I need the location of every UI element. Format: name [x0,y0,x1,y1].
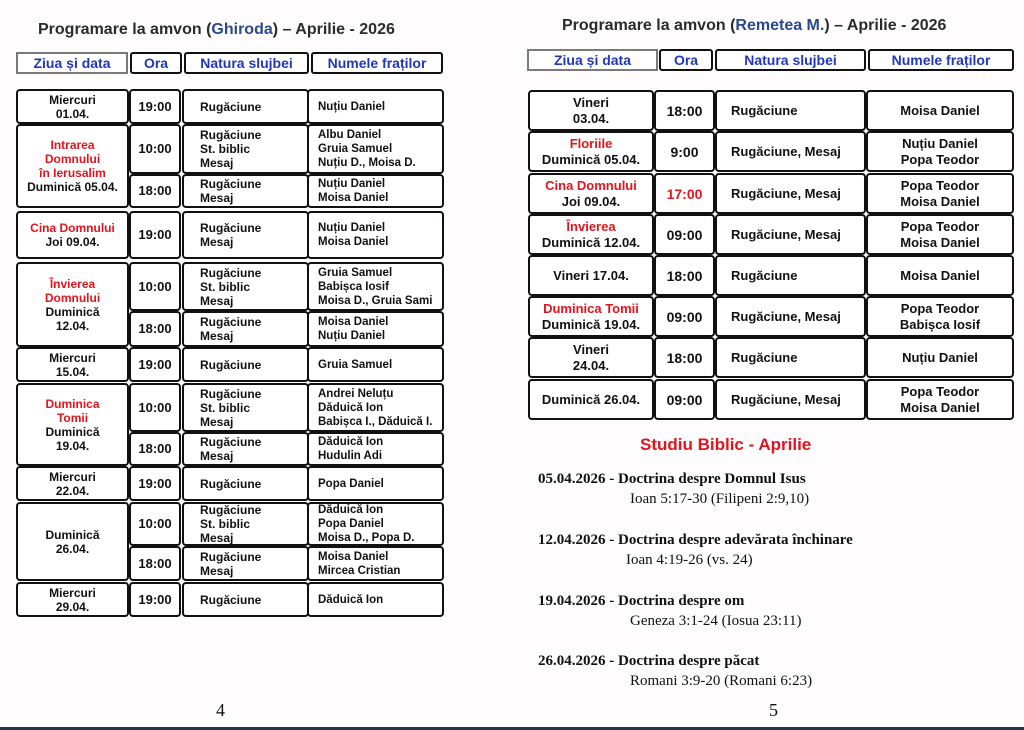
name-line: Dăduică Ion [318,401,384,414]
left-page-title [38,21,395,39]
day-date: 01.04. [55,106,90,121]
time-value: 17:00 [666,185,703,202]
service-cell [182,211,309,259]
time-cell [654,337,715,378]
time-cell [129,432,181,466]
time-cell [129,582,181,617]
day-cell [16,211,129,259]
service-line: Mesaj [200,156,234,170]
service-cell [182,174,309,208]
service-cell [182,432,309,466]
service-cell [182,582,309,617]
name-line: Mircea Cristian [318,564,401,577]
name-line: Moisa Daniel [318,192,389,204]
day-date: Joi 09.04. [561,193,621,209]
name-line: Gruia Samuel [318,358,393,371]
names-cell [307,546,444,581]
day-date: 15.04. [55,364,90,379]
service-cell [715,214,866,255]
service-cell [715,131,866,172]
name-line: Babișca Iosif [318,280,389,293]
day-date: Duminică 26.04. [541,391,641,407]
service-line: Rugăciune [200,177,262,191]
study-item-reference: Ioan 4:19-26 (vs. 24) [626,552,753,568]
names-cell [866,90,1014,131]
service-line: Mesaj [200,563,234,578]
service-line: Mesaj [200,293,234,308]
names-cell [307,262,444,311]
time-cell [654,173,715,214]
day-date: 22.04. [55,483,90,498]
time-cell [129,211,181,259]
day-cell [528,214,654,255]
name-line: Dăduică Ion [318,504,384,516]
feast-name: Duminica Tomii [543,300,639,316]
feast-name: Domnului [44,152,101,166]
header-names: Numele fraților [868,49,1014,71]
names-cell [307,582,444,617]
study-item [538,653,812,690]
names-cell [307,211,444,259]
day-cell [16,582,129,617]
service-line: Rugăciune, Mesaj [731,143,841,159]
study-item-heading: 12.04.2026 - Doctrina despre adevărata închinare [538,532,853,548]
name-line: Popa Teodor [900,300,980,316]
feast-name: Floriile [569,135,613,151]
time-cell [654,255,715,296]
time-value: 9:00 [670,143,699,160]
name-line: Popa Teodor [900,177,980,193]
time-value: 19:00 [138,356,172,372]
service-cell [715,173,866,214]
service-line: Rugăciune [200,476,262,491]
time-value: 10:00 [138,141,172,156]
service-line: St. biblic [200,400,251,415]
names-cell [307,124,444,174]
service-cell [182,89,309,124]
names-cell [307,89,444,124]
study-item [538,593,801,630]
name-line: Dăduică Ion [318,436,384,448]
service-line: Mesaj [200,531,234,545]
day-date: Miercuri [49,350,96,365]
time-value: 18:00 [138,555,172,571]
names-cell [307,311,444,347]
time-value: 10:00 [138,399,172,415]
name-line: Popa Teodor [900,218,980,234]
title-prefix: Programare la amvon ( [562,17,736,34]
service-line: St. biblic [200,279,251,294]
study-item-heading: 19.04.2026 - Doctrina despre om [538,593,745,609]
service-cell [715,337,866,378]
service-line: Rugăciune [200,265,262,280]
service-line: Rugăciune [200,99,262,114]
header-names: Numele fraților [311,52,443,74]
time-cell [129,89,181,124]
day-cell [528,379,654,420]
title-suffix: ) – Aprilie - 2026 [824,17,947,34]
service-line: Rugăciune [200,503,262,517]
name-line: Moisa D., Gruia Sami [318,294,433,307]
time-cell [129,311,181,347]
service-line: Rugăciune, Mesaj [731,308,841,324]
header-day-date: Ziua și data [16,52,128,74]
title-suffix: ) – Aprilie - 2026 [272,21,395,38]
day-cell [528,173,654,214]
service-line: St. biblic [200,517,251,531]
name-line: Albu Daniel [318,129,382,141]
names-cell [866,131,1014,172]
service-line: Rugăciune [200,357,262,372]
service-line: Rugăciune [200,435,262,449]
service-cell [715,296,866,337]
time-value: 10:00 [138,516,172,531]
feast-name: Domnului [44,290,101,305]
time-value: 18:00 [666,102,703,119]
time-value: 18:00 [666,267,703,284]
title-prefix: Programare la amvon ( [38,21,212,38]
header-time: Ora [659,49,713,71]
names-cell [866,379,1014,420]
name-line: Gruia Samuel [318,266,393,279]
name-line: Moisa Daniel [900,267,980,283]
service-line: Rugăciune [200,128,262,142]
time-cell [129,383,181,432]
service-cell [182,124,309,174]
name-line: Babișca Iosif [899,316,981,332]
names-cell [307,347,444,382]
header-time: Ora [130,52,182,74]
service-line: Rugăciune [200,315,262,329]
service-cell [182,502,309,546]
day-cell [528,337,654,378]
names-cell [307,383,444,432]
bible-study-title: Studiu Biblic - Aprilie [640,435,812,454]
day-date: Duminică 12.04. [541,234,641,250]
day-date: Duminică 05.04. [541,151,641,167]
day-date: Miercuri [49,469,96,484]
name-line: Nuțiu Daniel [902,135,978,151]
name-line: Nuțiu Daniel [318,100,386,113]
day-cell [16,347,129,382]
page-number-right: 5 [769,700,778,720]
service-cell [182,347,309,382]
name-line: Babișca I., Dăduică I. [318,415,433,428]
day-date: 19.04. [55,438,90,453]
name-line: Moisa Daniel [318,550,389,563]
name-line: Popa Daniel [318,477,384,490]
service-line: St. biblic [200,142,251,156]
day-date: Duminică [45,424,100,439]
time-cell [654,214,715,255]
feast-name: Duminica [45,396,100,411]
day-date: 12.04. [55,318,90,333]
time-value: 18:00 [138,321,172,336]
service-line: Rugăciune, Mesaj [731,391,841,407]
study-item-reference: Geneza 3:1-24 (Iosua 23:11) [630,613,802,629]
name-line: Moisa Daniel [318,316,389,328]
name-line: Popa Teodor [900,383,980,399]
time-cell [129,466,181,501]
name-line: Moisa Daniel [900,193,980,209]
page-number-left: 4 [216,700,225,720]
day-date: Vineri [573,341,609,357]
time-cell [129,546,181,581]
day-cell [528,255,654,296]
header-service: Natura slujbei [715,49,866,71]
time-value: 19:00 [138,98,172,114]
names-cell [866,255,1014,296]
name-line: Nuțiu Daniel [902,349,978,365]
service-cell [182,383,309,432]
time-value: 09:00 [666,308,703,325]
time-value: 19:00 [138,475,172,491]
service-line: Mesaj [200,449,234,463]
time-cell [654,296,715,337]
name-line: Hudulin Adi [318,450,383,462]
time-cell [129,262,181,311]
study-item-reference: Ioan 5:17-30 (Filipeni 2:9,10) [630,491,810,507]
day-cell [528,90,654,131]
day-cell [16,383,129,466]
day-date: 24.04. [572,357,610,373]
day-cell [528,296,654,337]
day-date: Miercuri [49,585,96,600]
study-item-heading: 26.04.2026 - Doctrina despre păcat [538,653,760,669]
name-line: Nuțiu D., Moisa D. [318,157,416,169]
name-line: Gruia Samuel [318,143,393,155]
names-cell [307,432,444,466]
names-cell [307,502,444,546]
names-cell [307,466,444,501]
service-line: Rugăciune [200,221,262,235]
name-line: Andrei Neluțu [318,387,394,400]
name-line: Popa Teodor [900,151,980,167]
time-value: 10:00 [138,278,172,294]
time-value: 19:00 [138,227,172,242]
title-place: Ghiroda [211,21,273,38]
time-cell [129,174,181,208]
feast-name: Învierea [566,218,616,234]
day-cell [16,262,129,347]
day-date: Duminică 19.04. [541,316,641,332]
day-cell [16,124,129,208]
time-value: 18:00 [138,441,172,456]
time-value: 18:00 [666,349,703,366]
title-place: Remetea M. [735,17,825,34]
study-item-reference: Romani 3:9-20 (Romani 6:23) [630,673,813,689]
name-line: Moisa Daniel [900,102,980,118]
time-cell [654,131,715,172]
names-cell [866,296,1014,337]
feast-name: Învierea [49,276,96,291]
service-cell [182,466,309,501]
feast-name: Cina Domnului [30,221,115,235]
day-date: 29.04. [55,599,90,614]
name-line: Moisa Daniel [900,234,980,250]
day-date: Joi 09.04. [45,235,100,249]
service-line: Rugăciune [731,267,798,283]
day-date: Vineri [573,94,609,110]
name-line: Dăduică Ion [318,593,384,606]
service-line: Rugăciune [200,386,262,401]
day-cell [16,466,129,501]
day-date: 26.04. [55,541,90,556]
service-line: Rugăciune [731,102,798,118]
service-line: Rugăciune [200,592,262,607]
study-item [538,532,853,569]
service-line: Mesaj [200,414,234,429]
service-cell [715,379,866,420]
names-cell [866,337,1014,378]
day-date: Duminică [45,527,100,542]
name-line: Nuțiu Daniel [318,178,386,190]
names-cell [307,174,444,208]
time-value: 19:00 [138,591,172,607]
header-day-date: Ziua și data [527,49,658,71]
day-date: Duminică [45,304,100,319]
feast-name: în Ierusalim [39,166,106,180]
service-line: Rugăciune [731,349,798,365]
name-line: Popa Daniel [318,518,384,530]
day-cell [16,502,129,581]
service-cell [182,262,309,311]
day-date: Vineri 17.04. [553,267,629,283]
service-cell [715,90,866,131]
service-line: Rugăciune, Mesaj [731,185,841,201]
day-date: 03.04. [572,110,610,126]
time-value: 09:00 [666,226,703,243]
service-cell [715,255,866,296]
name-line: Moisa Daniel [900,399,980,415]
time-cell [129,124,181,174]
study-item-heading: 05.04.2026 - Doctrina despre Domnul Isus [538,471,806,487]
day-cell [16,89,129,124]
feast-name: Tomii [56,410,89,425]
time-cell [129,502,181,546]
time-value: 09:00 [666,391,703,408]
service-line: Rugăciune, Mesaj [731,226,841,242]
feast-name: Cina Domnului [545,177,637,193]
name-line: Moisa Daniel [318,236,389,248]
feast-name: Intrarea [50,138,95,152]
name-line: Moisa D., Popa D. [318,532,415,544]
right-page-title [562,17,946,35]
time-value: 18:00 [138,183,172,198]
names-cell [866,214,1014,255]
names-cell [866,173,1014,214]
name-line: Nuțiu Daniel [318,222,386,234]
header-service: Natura slujbei [184,52,309,74]
service-line: Mesaj [200,235,234,249]
service-line: Mesaj [200,329,234,343]
day-date: Duminică 05.04. [27,180,118,194]
study-item [538,471,809,508]
service-cell [182,311,309,347]
time-cell [129,347,181,382]
service-line: Mesaj [200,191,234,205]
service-line: Rugăciune [200,549,262,564]
day-cell [528,131,654,172]
time-cell [654,90,715,131]
service-cell [182,546,309,581]
time-cell [654,379,715,420]
name-line: Nuțiu Daniel [318,330,386,342]
day-date: Miercuri [49,92,96,107]
